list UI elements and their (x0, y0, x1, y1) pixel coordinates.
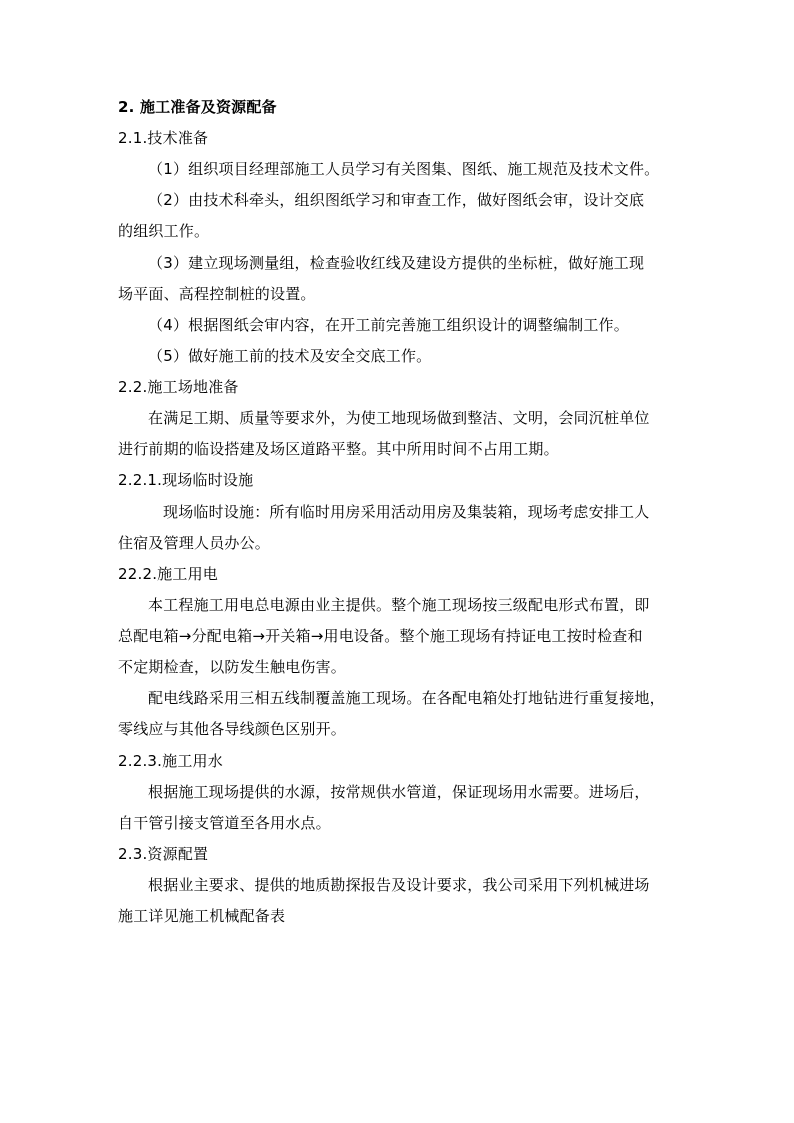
paragraph-line: 不定期检查，以防发生触电伤害。 (118, 658, 347, 676)
section-heading-2-2-2: 22.2.施工用电 (118, 565, 218, 583)
section-heading-2-3: 2.3.资源配置 (118, 845, 209, 863)
paragraph-line: 根据施工现场提供的水源，按常规供水管道，保证现场用水需要。进场后， (148, 783, 650, 801)
paragraph-line: 本工程施工用电总电源由业主提供。整个施工现场按三级配电形式布置，即 (148, 596, 650, 614)
section-heading-2-2-1: 2.2.1.现场临时设施 (118, 471, 254, 489)
paragraph-line: 住宿及管理人员办公。 (118, 534, 271, 552)
paragraph-line: （5）做好施工前的技术及安全交底工作。 (148, 347, 432, 365)
paragraph-line: 施工详见施工机械配备表 (118, 907, 286, 925)
paragraph-line: 现场临时设施：所有临时用房采用活动用房及集装箱，现场考虑安排工人 (163, 503, 650, 521)
paragraph-line: 场平面、高程控制桩的设置。 (118, 285, 316, 303)
paragraph-line: 进行前期的临设搭建及场区道路平整。其中所用时间不占用工期。 (118, 440, 559, 458)
section-heading-2-1: 2.1.技术准备 (118, 129, 209, 147)
paragraph-line: 自干管引接支管道至各用水点。 (118, 814, 331, 832)
paragraph-line: （1）组织项目经理部施工人员学习有关图集、图纸、施工规范及技术文件。 (148, 160, 660, 178)
paragraph-line: 配电线路采用三相五线制覆盖施工现场。在各配电箱处打地钻进行重复接地， (148, 689, 665, 707)
paragraph-line: 零线应与其他各导线颜色区别开。 (118, 720, 347, 738)
paragraph-line: （2）由技术科牵头，组织图纸学习和审查工作，做好图纸会审，设计交底 (148, 191, 645, 209)
paragraph-line: 的组织工作。 (118, 222, 210, 240)
paragraph-line: （3）建立现场测量组，检查验收红线及建设方提供的坐标桩，做好施工现 (148, 254, 645, 272)
paragraph-line: （4）根据图纸会审内容，在开工前完善施工组织设计的调整编制工作。 (148, 316, 629, 334)
paragraph-line: 总配电箱→分配电箱→开关箱→用电设备。整个施工现场有持证电工按时检查和 (118, 627, 643, 645)
section-heading-2-2: 2.2.施工场地准备 (118, 378, 239, 396)
paragraph-line: 根据业主要求、提供的地质勘探报告及设计要求，我公司采用下列机械进场 (148, 876, 650, 894)
document-title: 2. 施工准备及资源配备 (118, 98, 277, 116)
paragraph-line: 在满足工期、质量等要求外，为使工地现场做到整洁、文明，会同沉桩单位 (148, 409, 650, 427)
section-heading-2-2-3: 2.2.3.施工用水 (118, 752, 223, 770)
